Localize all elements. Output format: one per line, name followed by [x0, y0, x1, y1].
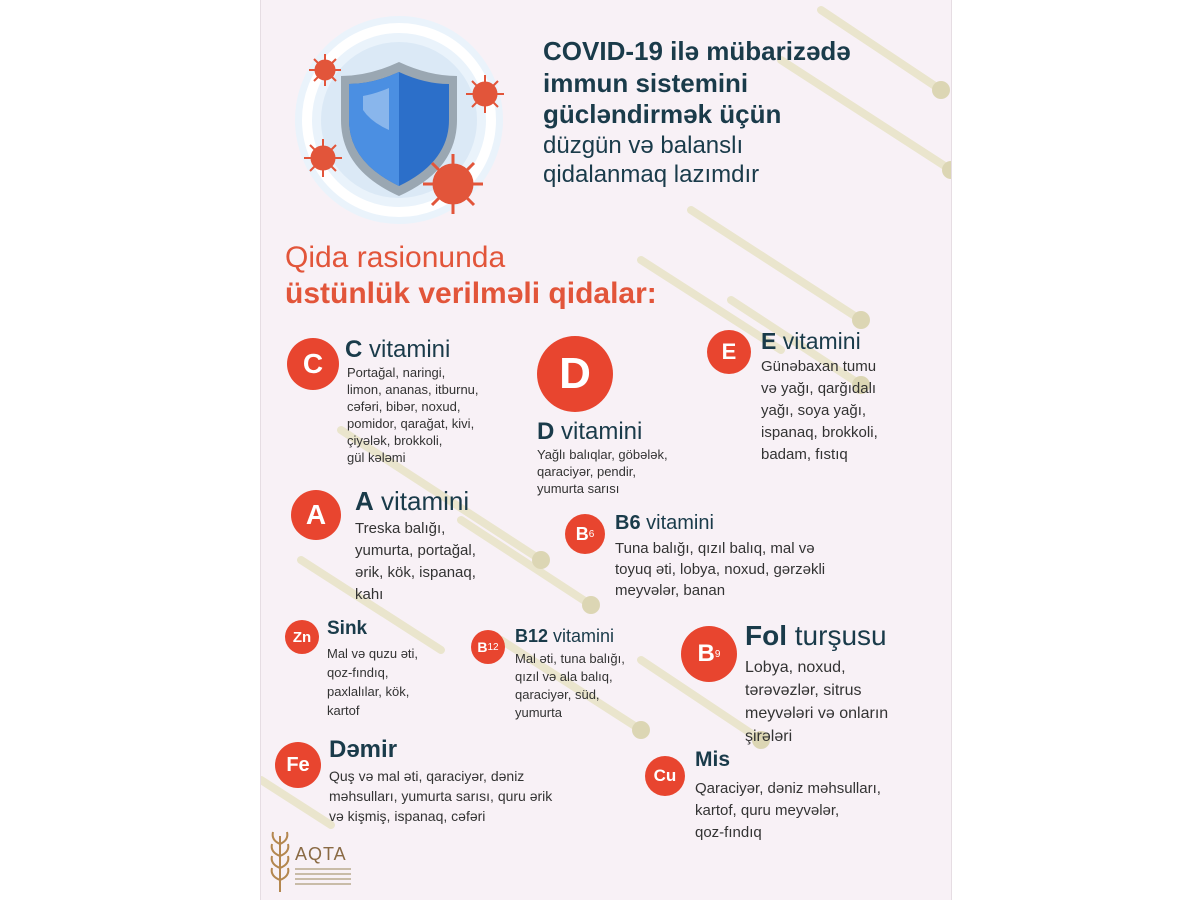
headline [543, 36, 851, 190]
folic-acid-title: Fol turşusu [745, 620, 887, 651]
wheat-icon [267, 830, 293, 894]
vitamin-d-description: Yağlı balıqlar, göbələk, qaraciyər, pendir, yumurta sarısı [537, 447, 668, 496]
vitamin-c-badge: C [287, 338, 339, 390]
iron-badge: Fe [275, 742, 321, 788]
vitamin-b6-title: B6 vitamini [615, 512, 714, 534]
vitamin-e-title: E vitamini [761, 328, 861, 354]
iron-description: Quş və mal əti, qaraciyər, dəniz məhsulları, yumurta sarısı, quru ərik və kişmiş, ispanaq, cəfəri [329, 768, 553, 824]
section-heading-line-1: Qida rasionunda [285, 241, 506, 274]
vitamin-c-title: C vitamini [345, 336, 451, 363]
vitamin-b6-description: Tuna balığı, qızıl balıq, mal və toyuq əti, lobya, noxud, gərzəkli meyvələr, banan [615, 540, 826, 599]
vitamin-b6-badge: B 6 [565, 514, 605, 554]
headline-line-4: düzgün və balanslı [543, 132, 744, 160]
headline-line-3: gücləndirmək üçün [543, 99, 782, 130]
infographic-poster [260, 0, 952, 900]
vitamin-b12-title: B12 vitamini [515, 626, 615, 646]
vitamin-d-title: D vitamini [537, 418, 643, 445]
headline-line-5: qidalanmaq lazımdır [543, 161, 760, 189]
logo-subtext-lines [295, 868, 351, 888]
section-heading-line-2: üstünlük verilməli qidalar: [285, 277, 657, 310]
vitamin-b12-badge: B 12 [471, 630, 505, 664]
zinc-title: Sink [327, 618, 368, 639]
zinc-description: Mal və quzu əti, qoz-fındıq, paxlalılar, kök, kartof [327, 646, 419, 718]
vitamin-a-title: A vitamini [355, 486, 470, 516]
iron-title: Dəmir [329, 736, 398, 763]
aqta-logo [267, 826, 357, 896]
vitamin-a-description: Treska balığı, yumurta, portağal, ərik, kök, ispanaq, kahı [355, 520, 476, 603]
copper-description: Qaraciyər, dəniz məhsulları, kartof, quru meyvələr, qoz-fındıq [695, 780, 881, 841]
vitamin-c-description: Portağal, naringi, limon, ananas, itburnu, cəfəri, bibər, noxud, pomidor, qarağat, kivi, çiyələk, brokkoli, gül kələmi [347, 365, 479, 465]
vitamin-b12-description: Mal əti, tuna balığı, qızıl və ala balıq, qaraciyər, süd, yumurta [515, 651, 625, 720]
zinc-badge: Zn [285, 620, 319, 654]
copper-title: Mis [695, 748, 731, 771]
section-heading [285, 240, 657, 312]
headline-line-2: immun sistemini [543, 67, 749, 98]
folic-acid-badge: B 9 [681, 626, 737, 682]
vitamin-e-badge: E [707, 330, 751, 374]
headline-line-1: COVID-19 ilə mübarizədə [543, 36, 851, 66]
vitamin-a-badge: A [291, 490, 341, 540]
folic-acid-description: Lobya, noxud, tərəvəzlər, sitrus meyvələri və onların şirələri [745, 659, 889, 745]
vitamin-d-badge: D [537, 336, 613, 412]
copper-badge: Cu [645, 756, 685, 796]
shield-illustration [289, 10, 509, 230]
vitamin-e-description: Günəbaxan tumu və yağı, qarğıdalı yağı, soya yağı, ispanaq, brokkoli, badam, fıstıq [761, 358, 878, 463]
logo-text: AQTA [295, 844, 347, 864]
